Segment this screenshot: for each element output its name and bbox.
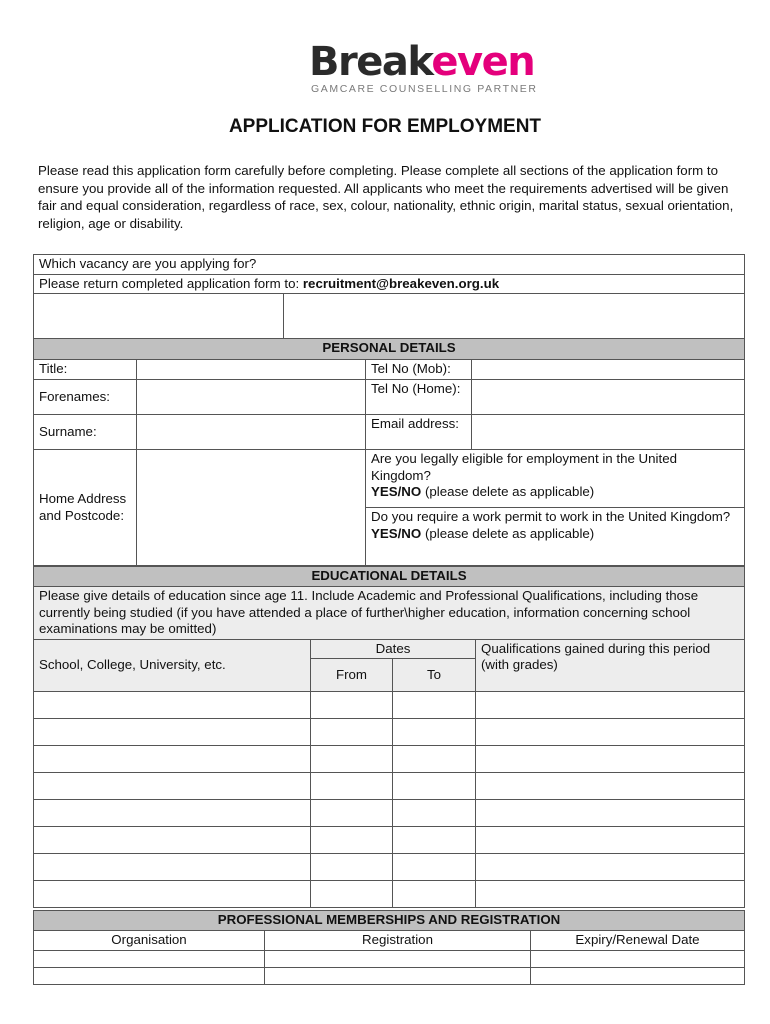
edu-qualification-cell[interactable] — [476, 800, 745, 827]
edu-school-cell[interactable] — [34, 854, 311, 881]
memberships-header: PROFESSIONAL MEMBERSHIPS AND REGISTRATION — [34, 911, 745, 931]
edu-qualification-cell[interactable] — [476, 746, 745, 773]
return-prefix: Please return completed application form to: — [39, 275, 303, 291]
eligibility-yesno: YES/NO — [371, 484, 422, 499]
edu-to-cell[interactable] — [393, 719, 476, 746]
email-field[interactable] — [472, 415, 745, 450]
edu-school-cell[interactable] — [34, 881, 311, 908]
education-table — [33, 566, 745, 908]
personal-details-table — [33, 338, 745, 566]
col-school-header: School, College, University, etc. — [34, 639, 311, 692]
title-field[interactable] — [137, 360, 366, 380]
edu-to-cell[interactable] — [393, 800, 476, 827]
tel-home-label: Tel No (Home): — [366, 380, 472, 415]
col-registration-header: Registration — [265, 931, 531, 951]
edu-school-cell[interactable] — [34, 773, 311, 800]
col-expiry-header: Expiry/Renewal Date — [531, 931, 745, 951]
col-dates-header: Dates — [311, 639, 476, 659]
return-email: recruitment@breakeven.org.uk — [302, 275, 500, 291]
return-instructions — [34, 274, 745, 294]
email-label: Email address: — [366, 415, 472, 450]
intro-paragraph: Please read this application form carefully before completing. Please complete all sections of the application form to ensure you provide all of the information requested. All applicants who meet the requirements advertised will be given fair and equal consideration, regardless of race, sex, colour, nationality, ethnic origin, marital status, sexual orientation, religion, age or disability. — [38, 163, 734, 231]
work-permit-question-text: Do you require a work permit to work in the United Kingdom? — [371, 509, 731, 524]
edu-school-cell[interactable] — [34, 800, 311, 827]
eligibility-question-text: Are you legally eligible for employment in the United Kingdom? — [371, 451, 677, 483]
eligibility-note: (please delete as applicable) — [421, 484, 595, 499]
edu-qualification-cell[interactable] — [476, 827, 745, 854]
col-organisation-header: Organisation — [34, 931, 265, 951]
edu-qualification-cell[interactable] — [476, 692, 745, 719]
edu-qualification-cell[interactable] — [476, 881, 745, 908]
col-to-header: To — [393, 659, 476, 692]
vacancy-question: Which vacancy are you applying for? — [34, 255, 745, 275]
logo-tagline: GAMCARE COUNSELLING PARTNER — [311, 83, 538, 95]
membership-organisation-cell[interactable] — [34, 967, 265, 984]
logo-word-pink: even — [431, 39, 535, 85]
work-permit-note: (please delete as applicable) — [421, 525, 595, 541]
eligibility-question — [366, 450, 745, 508]
forenames-label: Forenames: — [34, 380, 137, 415]
work-permit-question — [366, 508, 745, 566]
edu-from-cell[interactable] — [311, 854, 393, 881]
edu-to-cell[interactable] — [393, 881, 476, 908]
vacancy-answer-field-2[interactable] — [284, 294, 745, 342]
address-label: Home Address and Postcode: — [34, 450, 137, 566]
edu-to-cell[interactable] — [393, 692, 476, 719]
edu-to-cell[interactable] — [393, 854, 476, 881]
col-from-header: From — [311, 659, 393, 692]
edu-to-cell[interactable] — [393, 746, 476, 773]
edu-from-cell[interactable] — [311, 881, 393, 908]
vacancy-table — [33, 254, 745, 342]
edu-from-cell[interactable] — [311, 827, 393, 854]
edu-school-cell[interactable] — [34, 692, 311, 719]
edu-school-cell[interactable] — [34, 719, 311, 746]
page-title: APPLICATION FOR EMPLOYMENT — [228, 116, 542, 137]
eligibility-answer[interactable] — [371, 484, 739, 501]
logo-word-dark: Break — [309, 39, 432, 85]
edu-qualification-cell[interactable] — [476, 773, 745, 800]
tel-mob-label: Tel No (Mob): — [366, 360, 472, 380]
col-qualifications-header: Qualifications gained during this period (with grades) — [476, 639, 745, 692]
address-field[interactable] — [137, 450, 366, 566]
edu-school-cell[interactable] — [34, 827, 311, 854]
membership-expiry-cell[interactable] — [531, 950, 745, 967]
edu-from-cell[interactable] — [311, 773, 393, 800]
personal-details-header: PERSONAL DETAILS — [34, 339, 745, 360]
edu-from-cell[interactable] — [311, 692, 393, 719]
tel-home-field[interactable] — [472, 380, 745, 415]
membership-registration-cell[interactable] — [265, 967, 531, 984]
memberships-table — [33, 910, 745, 985]
edu-qualification-cell[interactable] — [476, 719, 745, 746]
edu-to-cell[interactable] — [393, 773, 476, 800]
surname-label: Surname: — [34, 415, 137, 450]
work-permit-answer[interactable] — [371, 526, 739, 543]
edu-from-cell[interactable] — [311, 746, 393, 773]
breakeven-logo — [309, 39, 541, 100]
membership-registration-cell[interactable] — [265, 950, 531, 967]
education-instructions: Please give details of education since age 11. Include Academic and Professional Qualifications, including those currently being studied (if you have attended a place of further\higher education, information concerning school examinations may be omitted) — [34, 587, 745, 640]
surname-field[interactable] — [137, 415, 366, 450]
edu-school-cell[interactable] — [34, 746, 311, 773]
work-permit-yesno: YES/NO — [371, 525, 422, 541]
tel-mob-field[interactable] — [472, 360, 745, 380]
edu-from-cell[interactable] — [311, 719, 393, 746]
membership-organisation-cell[interactable] — [34, 950, 265, 967]
logo-wordmark — [309, 38, 534, 86]
edu-qualification-cell[interactable] — [476, 854, 745, 881]
edu-from-cell[interactable] — [311, 800, 393, 827]
forenames-field[interactable] — [137, 380, 366, 415]
edu-to-cell[interactable] — [393, 827, 476, 854]
title-label: Title: — [34, 360, 137, 380]
membership-expiry-cell[interactable] — [531, 967, 745, 984]
vacancy-answer-field[interactable] — [34, 294, 284, 342]
education-header: EDUCATIONAL DETAILS — [34, 567, 745, 587]
